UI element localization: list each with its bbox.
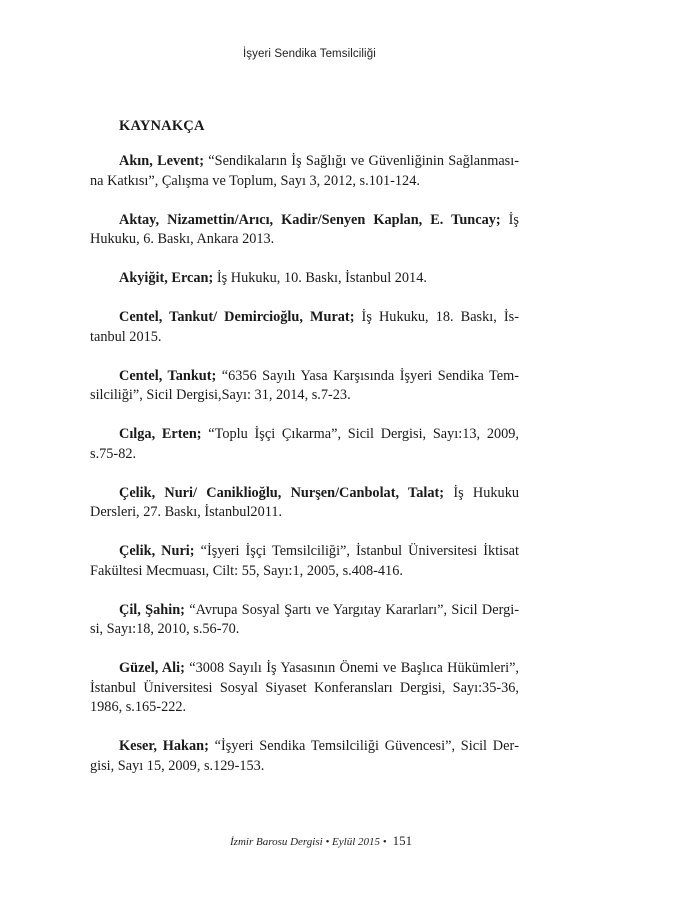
reference-text: “İşyeri İşçi Temsilciliği”, İstanbul Üniversitesi İktisat Fakültesi Mecmuası, Cilt: 55, Sayı:1, 2005, s.408-416. [90,543,519,579]
reference-author: Keser, Hakan; [119,738,209,754]
reference-entry [90,308,519,347]
reference-entry [90,601,519,640]
page-footer [230,833,412,849]
footer-journal: İzmir Barosu Dergisi • Eylül 2015 • [230,836,387,848]
reference-text: İş Hukuku, 6. Baskı, Ankara 2013. [90,211,519,247]
running-header: İşyeri Sendika Temsilciliği [243,48,376,60]
reference-author: Centel, Tankut; [119,367,217,384]
reference-text: “6356 Sayılı Yasa Karşısında İşyeri Sendika Temsilciliği”, Sicil Dergisi,Sayı: 31, 2014, s.7-23. [90,367,519,403]
reference-entry [90,659,519,718]
reference-author: Cılga, Erten; [119,426,202,442]
reference-text: “Toplu İşçi Çıkarma”, Sicil Dergisi, Sayı:13, 2009, s.75-82. [90,426,519,462]
section-heading: KAYNAKÇA [119,118,205,134]
reference-entry [90,542,519,581]
reference-author: Aktay, Nizamettin/Arıcı, Kadir/Senyen Kaplan, E. Tuncay; [119,211,501,228]
reference-entry [90,211,519,250]
reference-author: Akyiğit, Ercan; [119,270,214,286]
reference-text: “Avrupa Sosyal Şartı ve Yargıtay Kararları”, Sicil Dergisi, Sayı:18, 2010, s.56-70. [90,601,519,637]
reference-author: Çelik, Nuri; [119,543,195,559]
page-number: 151 [392,833,413,848]
reference-author: Çelik, Nuri/ Caniklioğlu, Nurşen/Canbolat, Talat; [119,484,445,501]
reference-text: “İşyeri Sendika Temsilciliği Güvencesi”, Sicil Dergisi, Sayı 15, 2009, s.129-153. [90,738,519,774]
reference-entry [90,425,519,464]
reference-entry [90,367,519,406]
reference-author: Akın, Levent; [119,153,204,169]
reference-text: “Sendikaların İş Sağlığı ve Güvenliğinin Sağlanmasına Katkısı”, Çalışma ve Toplum, Sayı 3, 2012, s.101-124. [90,153,519,189]
reference-entry [90,152,519,191]
reference-author: Çil, Şahin; [119,601,185,618]
reference-text: “3008 Sayılı İş Yasasının Önemi ve Başlıca Hükümleri”, İstanbul Üniversitesi Sosyal Siyaset Konferansları Dergisi, Sayı:35-36, 1986, s.165-222. [90,660,519,715]
reference-text: İş Hukuku, 18. Baskı, İstanbul 2015. [90,309,519,345]
reference-author: Güzel, Ali; [119,660,185,676]
reference-text: İş Hukuku Dersleri, 27. Baskı, İstanbul2011. [90,484,519,520]
bibliography [90,118,519,796]
reference-entry [90,269,519,289]
reference-text: İş Hukuku, 10. Baskı, İstanbul 2014. [213,270,427,286]
reference-entry [90,484,519,523]
reference-entry [90,737,519,776]
reference-author: Centel, Tankut/ Demircioğlu, Murat; [119,309,355,325]
